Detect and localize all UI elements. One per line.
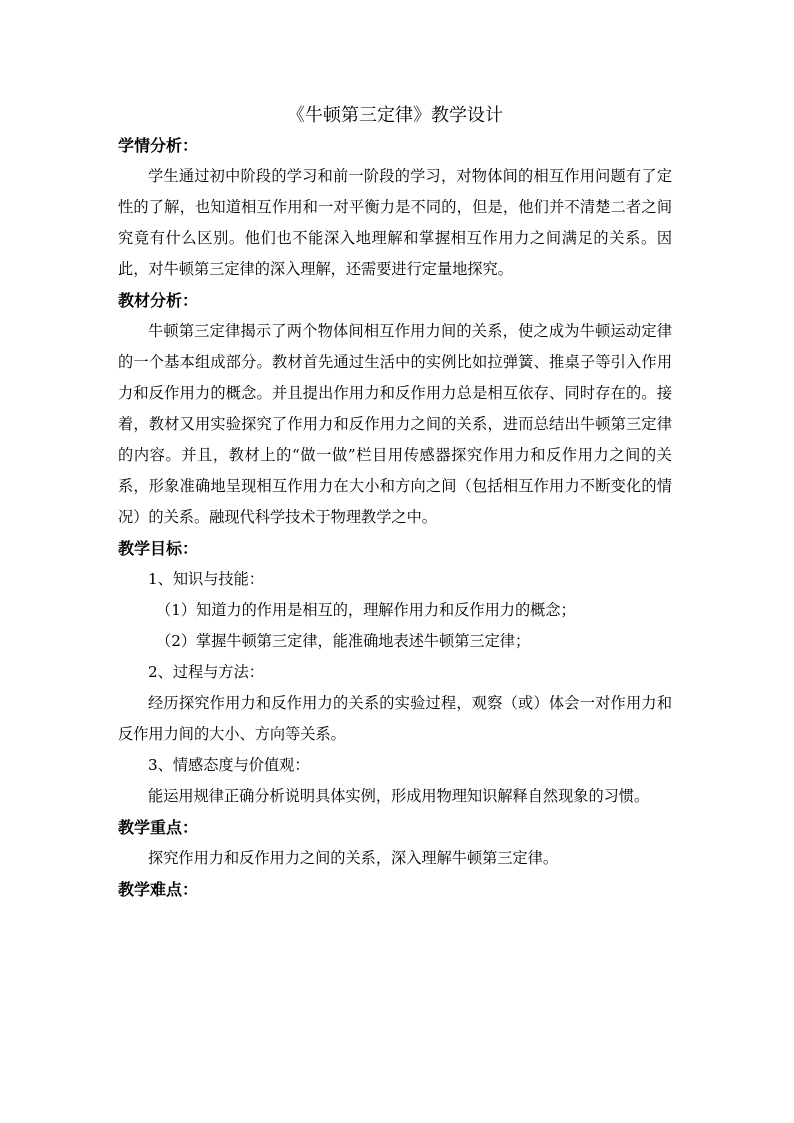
goal-item-1-sub-2: （2）掌握牛顿第三定律，能准确地表述牛顿第三定律； (156, 632, 531, 650)
section-material-analysis (118, 285, 672, 533)
goal-item-1-sub-1: （1）知道力的作用是相互的，理解作用力和反作用力的概念； (156, 601, 576, 619)
document-title: 《牛顿第三定律》教学设计 (287, 105, 503, 126)
difficulties-heading: 教学难点： (118, 880, 199, 899)
section-key-points (118, 812, 672, 874)
section-teaching-goals (118, 533, 672, 812)
material-analysis-heading: 教材分析： (118, 291, 199, 310)
key-points-text: 探究作用力和反作用力之间的关系，深入理解牛顿第三定律。 (148, 849, 559, 867)
section-difficulties (118, 874, 672, 905)
key-points-heading: 教学重点： (118, 818, 199, 837)
student-analysis-heading: 学情分析： (118, 136, 199, 155)
student-analysis-text: 学生通过初中阶段的学习和前一阶段的学习，对物体间的相互作用问题有了定性的了解，也知道相互作用和一对平衡力是不同的，但是，他们并不清楚二者之间究竟有什么区别。他们也不能深入地理解和掌握相互作用力之间满足的关系。因此，对牛顿第三定律的深入理解，还需要进行定量地探究。 (118, 167, 672, 278)
goal-item-2-text: 经历探究作用力和反作用力的关系的实验过程，观察（或）体会一对作用力和反作用力间的大小、方向等关系。 (118, 694, 672, 743)
goal-item-3-text: 能运用规律正确分析说明具体实例，形成用物理知识解释自然现象的习惯。 (148, 787, 650, 805)
document-content (118, 102, 672, 905)
material-analysis-text: 牛顿第三定律揭示了两个物体间相互作用力间的关系，使之成为牛顿运动定律的一个基本组成部分。教材首先通过生活中的实例比如拉弹簧、推桌子等引入作用力和反作用力的概念。并且提出作用力和反作用力总是相互依存、同时存在的。接着，教材又用实验探究了作用力和反作用力之间的关系，进而总结出牛顿第三定律的内容。并且，教材上的“做一做”栏目用传感器探究作用力和反作用力之间的关系，形象准确地呈现相互作用力在大小和方向之间（包括相互作用力不断变化的情况）的关系。融现代科学技术于物理教学之中。 (118, 322, 672, 526)
goal-item-2-title: 2、过程与方法： (148, 663, 264, 681)
section-student-analysis (118, 130, 672, 285)
goal-item-1-title: 1、知识与技能： (148, 570, 264, 588)
teaching-goals-heading: 教学目标： (118, 539, 199, 558)
goal-item-3-title: 3、情感态度与价值观： (148, 756, 310, 774)
